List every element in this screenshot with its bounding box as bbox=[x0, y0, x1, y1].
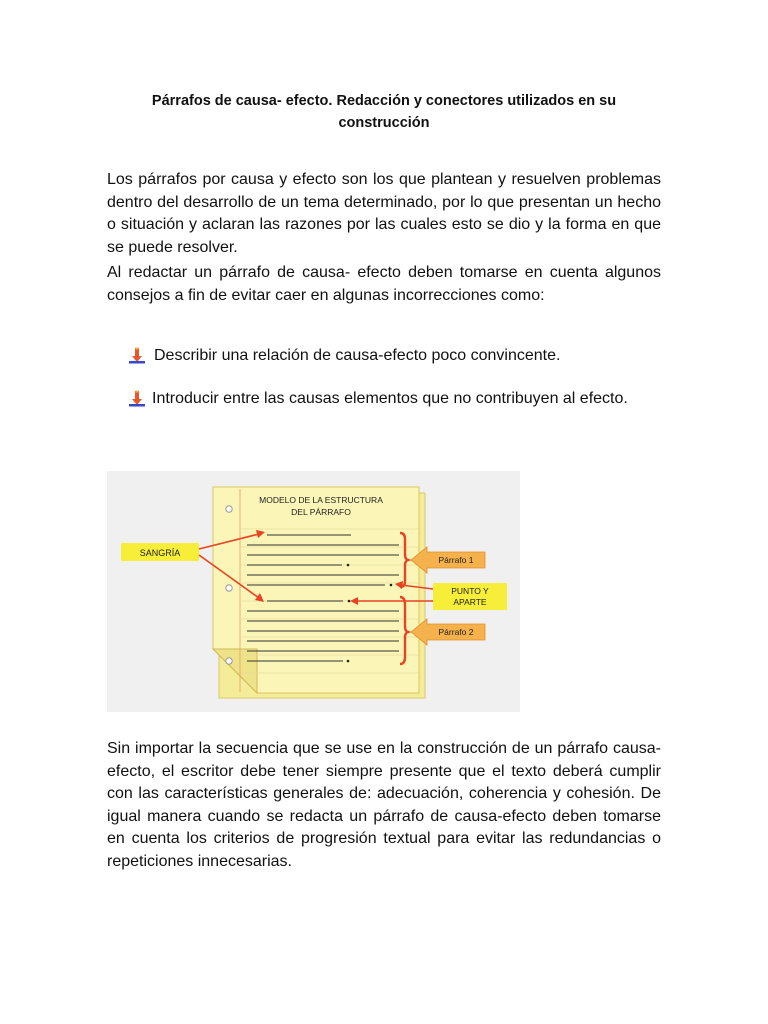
label-parrafo-2: Párrafo 2 bbox=[438, 627, 474, 637]
binder-hole bbox=[226, 506, 232, 512]
paragraph-intro: Los párrafos por causa y efecto son los que plantean y resuelven problemas dentro del desarrollo de un tema determinado, por lo que presentan un hecho o situación y aclaran las razones por las cuales esto se dio y la forma en que se puede resolver. bbox=[107, 171, 661, 256]
arrow-bullet-icon bbox=[128, 390, 146, 408]
label-parrafo-1: Párrafo 1 bbox=[438, 555, 474, 565]
label-punto-line-2: APARTE bbox=[453, 597, 487, 607]
bullet-item-2 bbox=[128, 388, 628, 410]
label-punto-line-1: PUNTO Y bbox=[451, 586, 489, 596]
paragraph-advice: Al redactar un párrafo de causa- efecto deben tomarse en cuenta algunos consejos a fin de evitar caer en algunas incorrecciones como: bbox=[107, 264, 661, 304]
arrow-bullet-icon bbox=[128, 347, 146, 365]
binder-hole bbox=[226, 585, 232, 591]
paragraph-structure-diagram bbox=[107, 471, 520, 712]
bullet-text-2: Introducir entre las causas elementos que no contribuyen al efecto. bbox=[152, 390, 628, 407]
title-line-2: construcción bbox=[338, 115, 430, 131]
paragraph-structure-figure bbox=[107, 471, 520, 712]
label-sangria: SANGRÍA bbox=[139, 548, 181, 558]
document-title bbox=[100, 90, 668, 134]
title-line-1: Párrafos de causa- efecto. Redacción y conectores utilizados en su bbox=[151, 93, 617, 109]
bullet-item-1 bbox=[128, 345, 560, 367]
figure-heading-line-1: MODELO DE LA ESTRUCTURA bbox=[259, 495, 383, 505]
bullet-text-1: Describir una relación de causa-efecto poco convincente. bbox=[154, 347, 561, 364]
paragraph-conclusion: Sin importar la secuencia que se use en la construcción de un párrafo causa-efecto, el escritor debe tener siempre presente que el texto deberá cumplir con las características generales de: adecuación, coherencia y cohesión. De igual manera cuando se redacta un párrafo de causa-efecto deben tomarse en cuenta los criterios de progresión textual para evitar las redundancias o repeticiones innecesarias. bbox=[107, 740, 661, 870]
binder-hole bbox=[226, 658, 232, 664]
figure-heading-line-2: DEL PÁRRAFO bbox=[291, 507, 351, 517]
